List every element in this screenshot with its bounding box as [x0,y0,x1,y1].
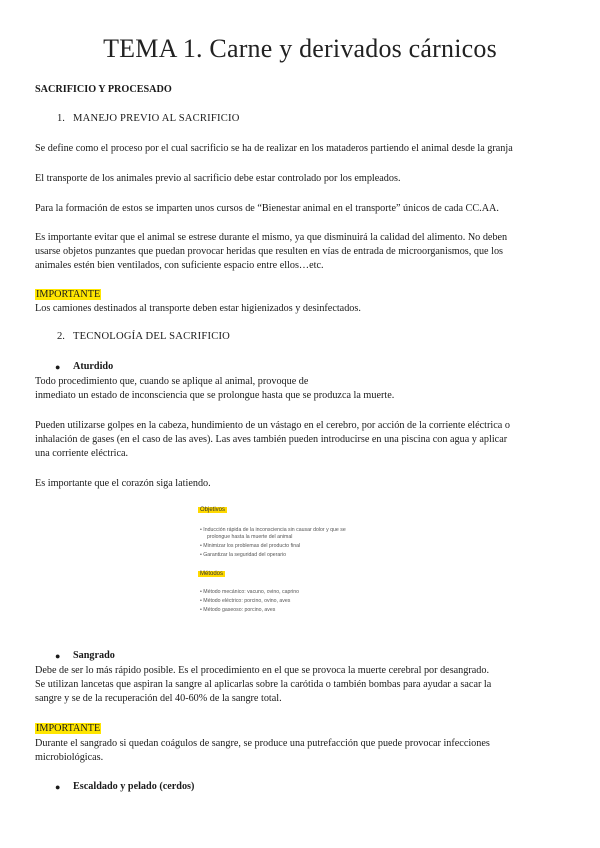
subsection-heading-1: MANEJO PREVIO AL SACRIFICIO [73,113,240,124]
figure-objective-item: • Minimizar los problemas del producto final [200,543,301,549]
page-title: TEMA 1. Carne y derivados cárnicos [103,34,497,63]
paragraph-lancetas-line: Se utilizan lancetas que aspiran la sangre al aplicarlas sobre la carótida o también bombas para ayudar a sacar la [35,679,492,690]
paragraph-stress-line: animales estén bien ventilados, con suficiente espacio entre ellos…etc. [35,260,324,271]
paragraph-methods-line: Pueden utilizarse golpes en la cabeza, hundimiento de un vástago en el cerebro, por acción de la corriente eléctrica o [35,420,510,431]
bullet-heading-aturdido: Aturdido [73,361,114,372]
paragraph-stress-line: Es importante evitar que el animal se estrese durante el mismo, ya que disminuirá la calidad del alimento. No deben [35,232,508,243]
paragraph-methods-line: una corriente eléctrica. [35,448,129,459]
figure-objective-item: • Garantizar la seguridad del operario [200,552,287,558]
bullet-dot: ● [55,362,61,372]
figure-method-item: • Método mecánico: vacuno, ovino, caprino [200,589,299,595]
paragraph-aturdido-line: inmediato un estado de inconsciencia que se prolongue hasta que se produzca la muerte. [35,390,395,401]
paragraph-methods-line: inhalación de gases (en el caso de las aves). Las aves también pueden introducirse en una piscina con agua y aplicar [35,434,508,445]
paragraph-stress-line: usarse objetos punzantes que puedan provocar heridas que resulten en vías de entrada de microorganismos, que los [35,246,504,257]
subsection-heading-2: TECNOLOGÍA DEL SACRIFICIO [73,331,231,342]
paragraph-coagulos-line: microbiológicas. [35,752,104,763]
paragraph-definition: Se define como el proceso por el cual sacrificio se ha de realizar en los mataderos partiendo el animal desde la granja [35,143,513,154]
important-label: IMPORTANTE [36,723,101,734]
paragraph-coagulos-line: Durante el sangrado si quedan coágulos de sangre, se produce una putrefacción que puede provocar infecciones [35,738,490,749]
list-number-2: 2. [57,331,65,342]
important-label: IMPORTANTE [36,289,101,300]
section-heading: SACRIFICIO Y PROCESADO [35,84,172,95]
figure-objective-item: prolongue hasta la muerte del animal [207,534,293,540]
figure-method-item: • Método gaseoso: porcino, aves [200,607,276,613]
bullet-heading-escaldado: Escaldado y pelado (cerdos) [73,781,195,792]
figure-method-item: • Método eléctrico: porcino, ovino, aves [200,598,291,604]
paragraph-training: Para la formación de estos se imparten unos cursos de “Bienestar animal en el transporte” únicos de cada CC.AA. [35,203,499,214]
paragraph-heart: Es importante que el corazón siga latiendo. [35,478,211,489]
bullet-heading-sangrado: Sangrado [73,650,115,661]
list-number-1: 1. [57,113,65,124]
bullet-dot: ● [55,782,61,792]
figure-metodos-heading: Métodos [200,571,224,577]
paragraph-sangrado: Debe de ser lo más rápido posible. Es el procedimiento en el que se provoca la muerte cerebral por desangrado. [35,665,490,676]
paragraph-trucks: Los camiones destinados al transporte deben estar higienizados y desinfectados. [35,303,361,314]
embedded-slide-image [198,505,403,630]
paragraph-transport: El transporte de los animales previo al sacrificio debe estar controlado por los empleados. [35,173,401,184]
bullet-dot: ● [55,651,61,661]
figure-objective-item: • Inducción rápida de la inconsciencia sin causar dolor y que se [200,527,346,533]
paragraph-lancetas-line: sangre y se de la recuperación del 40-60% de la sangre total. [35,693,282,704]
figure-objetivos-heading: Objetivos [200,507,226,513]
paragraph-aturdido-line: Todo procedimiento que, cuando se aplique al animal, provoque de [35,376,309,387]
